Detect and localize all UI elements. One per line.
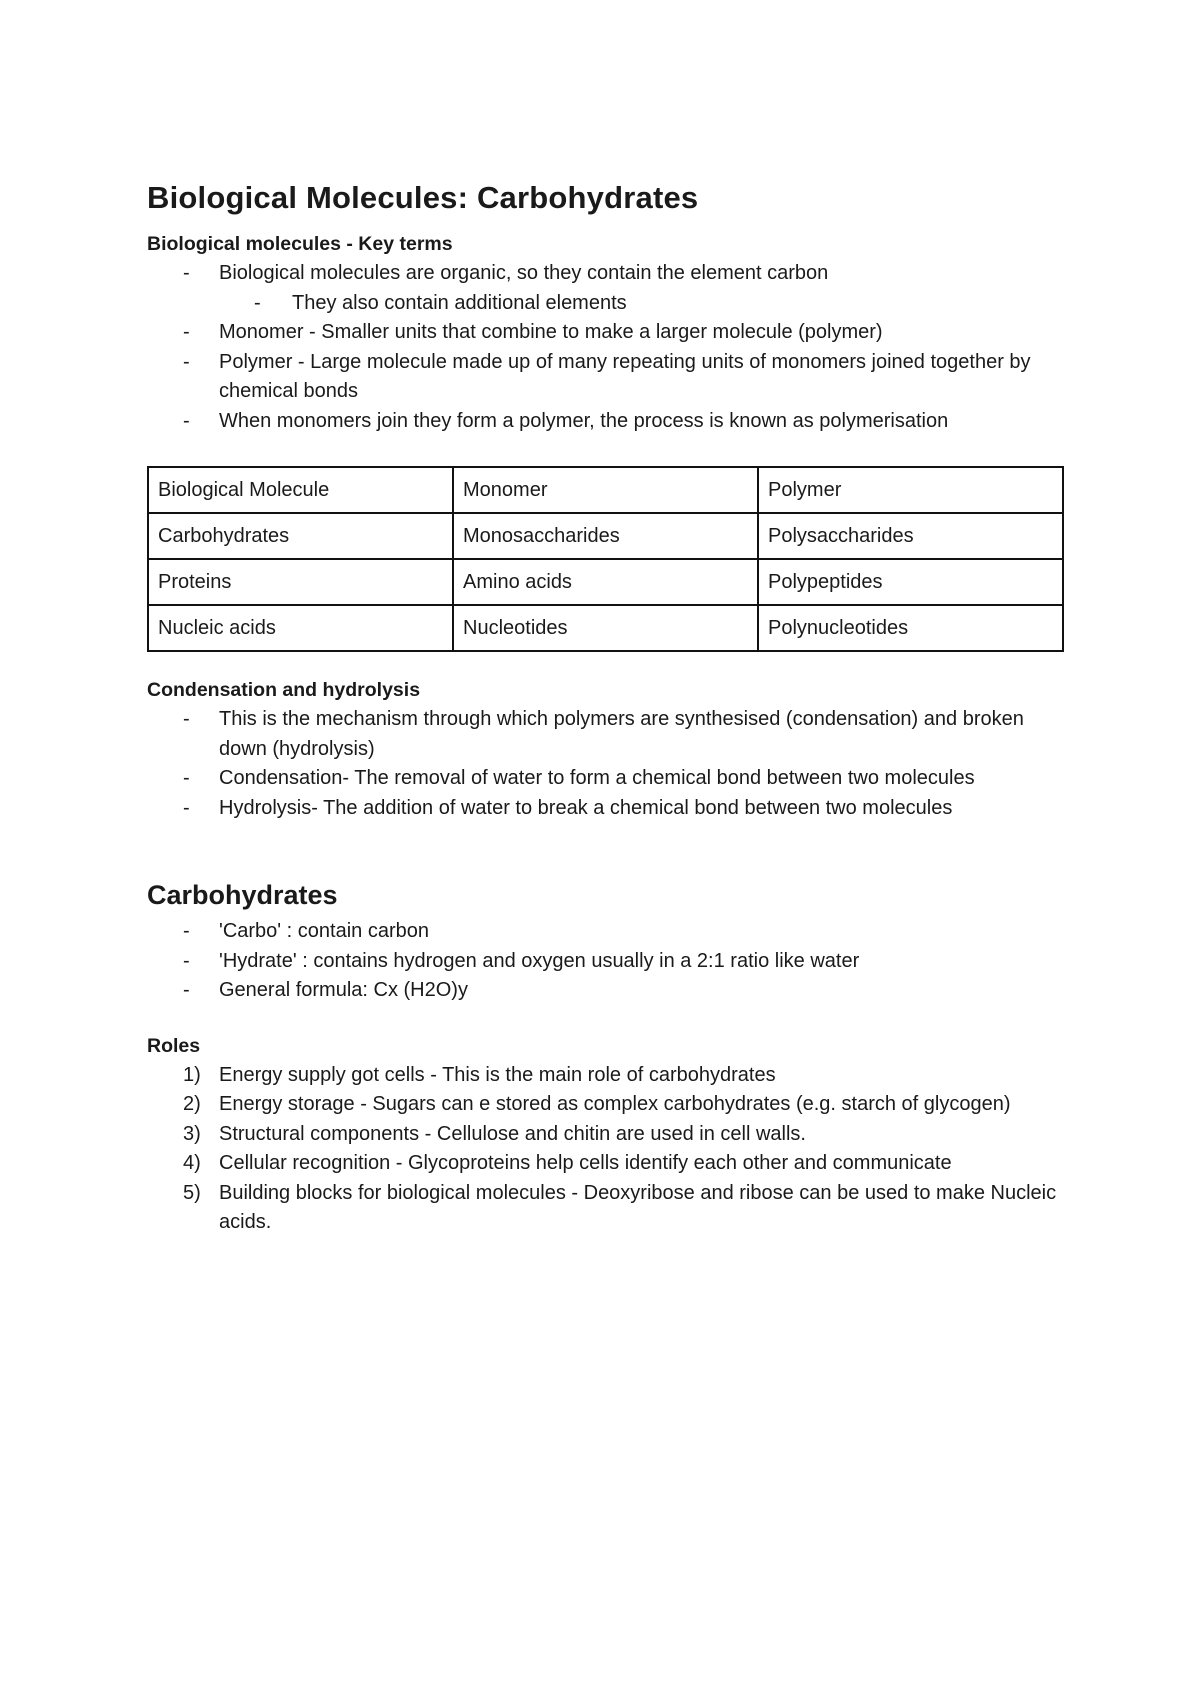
key-terms-heading: Biological molecules - Key terms (147, 233, 453, 255)
table-cell: Polymer (758, 467, 1063, 513)
table-row (148, 513, 1063, 559)
list-text: Energy storage - Sugars can e stored as complex carbohydrates (e.g. starch of glycogen) (219, 1093, 1011, 1115)
list-text: Energy supply got cells - This is the main role of carbohydrates (219, 1063, 776, 1086)
list-item (147, 1061, 1067, 1091)
list-item: - Condensation- The removal of water to form a chemical bond between two molecules (147, 764, 1067, 794)
list-item: - General formula: Cx (H2O)y (147, 976, 1067, 1006)
list-number: 5) (183, 1181, 201, 1204)
roles-list (147, 1061, 1067, 1238)
list-item: - Biological molecules are organic, so they contain the element carbon (147, 259, 1067, 289)
carbohydrates-heading: Carbohydrates (147, 880, 338, 910)
table-cell: Nucleotides (453, 605, 758, 651)
list-item (147, 1120, 1067, 1150)
table-cell: Proteins (148, 559, 453, 605)
table-cell: Polynucleotides (758, 605, 1063, 651)
table-cell: Amino acids (453, 559, 758, 605)
list-number: 1) (183, 1063, 201, 1086)
list-item: - 'Carbo' : contain carbon (147, 917, 1067, 947)
list-number: 2) (183, 1093, 201, 1115)
table-row (148, 467, 1063, 513)
list-item: - When monomers join they form a polymer, the process is known as polymerisation (147, 407, 1067, 437)
document-page (147, 178, 1067, 1238)
roles-heading: Roles (147, 1034, 201, 1057)
table-cell: Polysaccharides (758, 513, 1063, 559)
list-item: - They also contain additional elements (147, 289, 1067, 319)
list-item (147, 1179, 1067, 1238)
list-text: Building blocks for biological molecules - Deoxyribose and ribose can be used to make Nucleic acids. (219, 1181, 1057, 1233)
condensation-heading: Condensation and hydrolysis (147, 679, 421, 701)
list-text: Structural components - Cellulose and chitin are used in cell walls. (219, 1122, 806, 1145)
list-number: 4) (183, 1152, 201, 1174)
list-item: - Monomer - Smaller units that combine to make a larger molecule (polymer) (147, 318, 1067, 348)
condensation-list (147, 705, 1067, 823)
page-title: Biological Molecules: Carbohydrates (147, 180, 699, 215)
table-cell: Monomer (453, 467, 758, 513)
key-terms-list (147, 259, 1067, 289)
table-cell: Carbohydrates (148, 513, 453, 559)
list-item (147, 1090, 1067, 1120)
list-item (147, 1149, 1067, 1179)
list-text: Cellular recognition - Glycoproteins help cells identify each other and communicate (219, 1152, 952, 1174)
list-item: - Polymer - Large molecule made up of many repeating units of monomers joined together by chemical bonds (147, 348, 1067, 407)
list-item: - Hydrolysis- The addition of water to break a chemical bond between two molecules (147, 794, 1067, 824)
list-number: 3) (183, 1122, 201, 1145)
molecule-table (147, 466, 1064, 652)
carbohydrates-list (147, 917, 1067, 1006)
key-terms-list-continued (147, 318, 1067, 436)
list-item: - This is the mechanism through which polymers are synthesised (condensation) and broken down (hydrolysis) (147, 705, 1067, 764)
list-item: - 'Hydrate' : contains hydrogen and oxygen usually in a 2:1 ratio like water (147, 947, 1067, 977)
table-row (148, 559, 1063, 605)
table-cell: Monosaccharides (453, 513, 758, 559)
table-cell: Nucleic acids (148, 605, 453, 651)
table-cell: Biological Molecule (148, 467, 453, 513)
table-row (148, 605, 1063, 651)
key-terms-sublist (147, 289, 1067, 319)
table-cell: Polypeptides (758, 559, 1063, 605)
